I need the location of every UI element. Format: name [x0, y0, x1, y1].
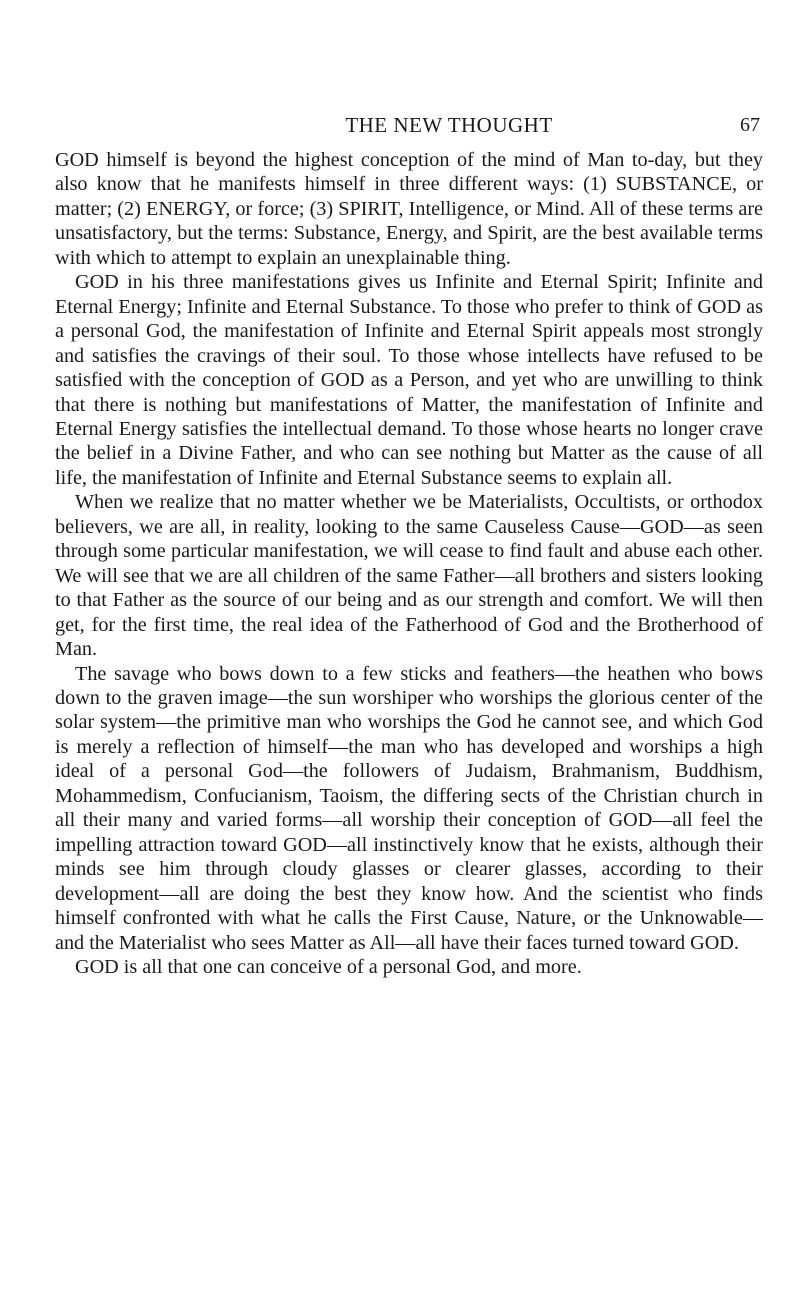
- paragraph: GOD himself is beyond the highest conception of the mind of Man to-day, but they also know that he manifests himself in three different ways: (1) SUBSTANCE, or matter; (2) ENERGY, or force; (3) SPIRIT, Intelligence, or Mind. All of these terms are unsatisfactory, but the terms: Substance, Energy, and Spirit, are the best available terms with which to attempt to explain an unexplainable thing.: [55, 149, 763, 269]
- body-text: [55, 148, 763, 979]
- paragraph: GOD is all that one can conceive of a personal God, and more.: [75, 955, 582, 978]
- running-title: THE NEW THOUGHT: [345, 113, 553, 137]
- paragraph: When we realize that no matter whether we be Materialists, Occultists, or orthodox believers, we are all, in reality, looking to the same Causeless Cause—GOD—as seen through some particular manifestation, we will cease to find fault and abuse each other. We will see that we are all children of the same Father—all brothers and sisters looking to that Father as the source of our being and as our strength and comfort. We will then get, for the first time, the real idea of the Fatherhood of God and the Brotherhood of Man.: [55, 491, 763, 661]
- paragraph: The savage who bows down to a few sticks and feathers—the heathen who bows down to the graven image—the sun worshiper who worships the glorious center of the solar system—the primitive man who worships the God he cannot see, and which God is merely a reflection of himself—the man who has developed and worships a high ideal of a personal God—the followers of Judaism, Brahmanism, Buddhism, Mohammedism, Confucianism, Taoism, the differing sects of the Christian church in all their many and varied forms—all worship their conception of GOD—all feel the impelling attraction toward GOD—all instinctively know that he exists, although their minds see him through cloudy glasses or clearer glasses, according to their development—all are doing the best they know how. And the scientist who finds himself confronted with what he calls the First Cause, Nature, or the Unknowable—and the Materialist who sees Matter as All—all have their faces turned toward GOD.: [55, 662, 763, 954]
- page-number: 67: [740, 114, 760, 136]
- paragraph: GOD in his three manifestations gives us Infinite and Eternal Spirit; Infinite and Eternal Energy; Infinite and Eternal Substance. To those who prefer to think of GOD as a personal God, the manifestation of Infinite and Eternal Spirit appeals most strongly and satisfies the cravings of their soul. To those whose intellects have refused to be satisfied with the conception of GOD as a Person, and yet who are unwilling to think that there is nothing but manifestations of Matter, the manifestation of Infinite and Eternal Energy satisfies the intellectual demand. To those whose hearts no longer crave the belief in a Divine Father, and who can see nothing but Matter as the cause of all life, the manifestation of Infinite and Eternal Substance seems to explain all.: [55, 271, 763, 489]
- running-head: [138, 110, 760, 140]
